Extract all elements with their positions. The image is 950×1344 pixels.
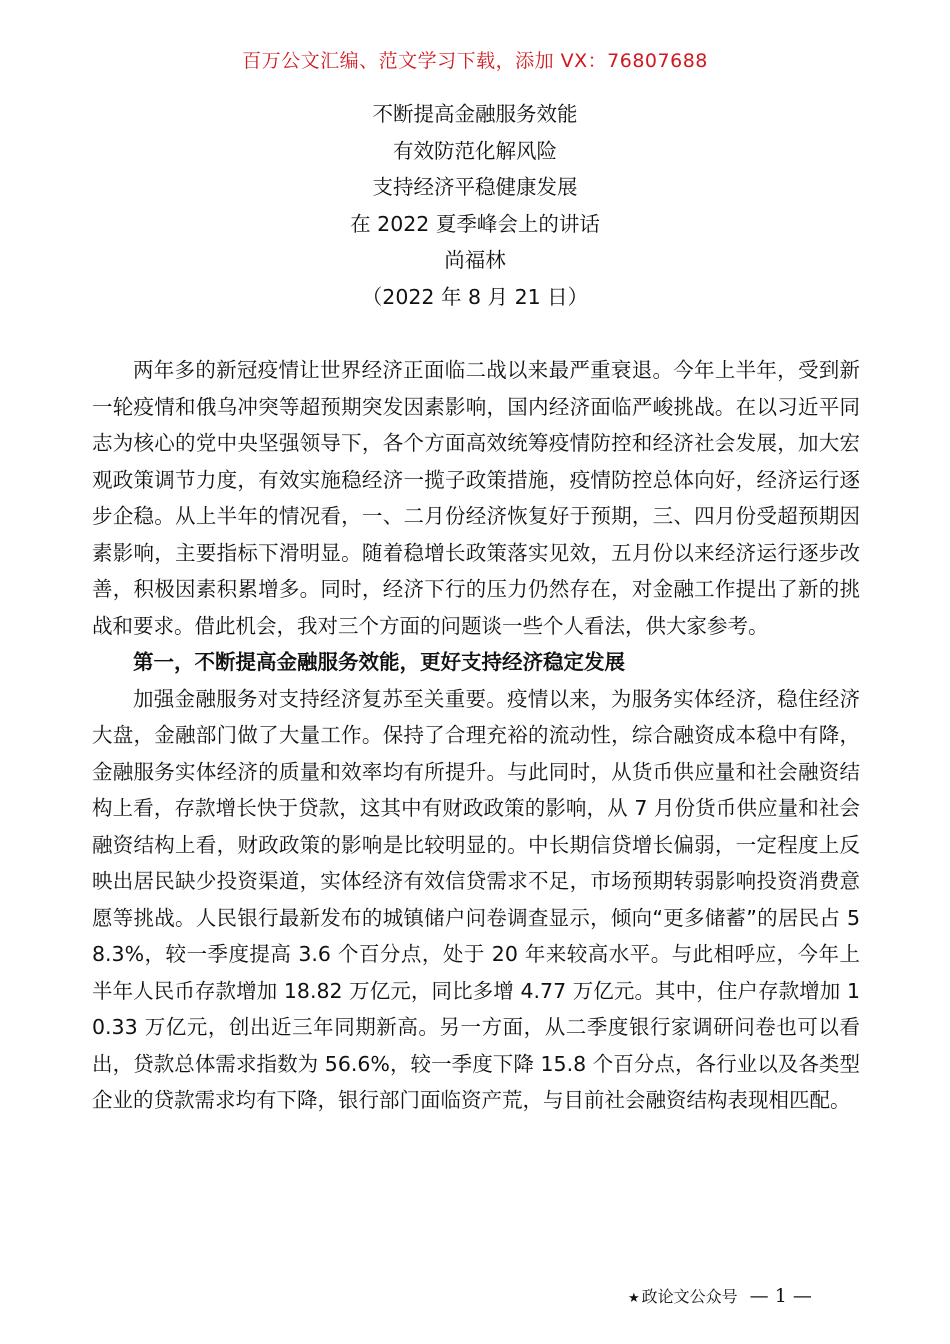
body-paragraph: 两年多的新冠疫情让世界经济正面临二战以来最严重衰退。今年上半年，受到新一轮疫情和俄乌冲突等超预期突发因素影响，国内经济面临严峻挑战。在以习近平同志为核心的党中央坚强领导下，各个方面高效统筹疫情防控和经济社会发展，加大宏观政策调节力度，有效实施稳经济一揽子政策措施，疫情防控总体向好，经济运行逐步企稳。从上半年的情况看，一、二月份经济恢复好于预期，三、四月份受超预期因素影响，主要指标下滑明显。随着稳增长政策落实见效，五月份以来经济运行逐步改善，积极因素积累增多。同时，经济下行的压力仍然存在，对金融工作提出了新的挑战和要求。借此机会，我对三个方面的问题谈一些个人看法，供大家参考。 [92,358,860,638]
page-number: — 1 — [749,1285,812,1307]
speech-title-line-1: 不断提高金融服务效能 [372,102,578,126]
speech-date: （2022 年 8 月 21 日） [361,284,589,309]
body-paragraph: 加强金融服务对支持经济复苏至关重要。疫情以来，为服务实体经济，稳住经济大盘，金融部门做了大量工作。保持了合理充裕的流动性，综合融资成本稳中有降，金融服务实体经济的质量和效率均有所提升。与此同时，从货币供应量和社会融资结构上看，存款增长快于贷款，这其中有财政政策的影响，从 7 月份货币供应量和社会融资结构上看，财政政策的影响是比较明显的。中长期信贷增长偏弱，一定程度上反映出居民缺少投资渠道，实体经济有效信贷需求不足，市场预期转弱影响投资消费意愿等挑战。人民银行最新发布的城镇储户问卷调查显示，倾向“更多储蓄”的居民占 58.3%，较一季度提高 3.6 个百分点，处于 20 年来较高水平。与此相呼应，今年上半年人民币存款增加 18.82 万亿元，同比多增 4.77 万亿元。其中，住户存款增加 10.33 万亿元，创出近三年同期新高。另一方面，从二季度银行家调研问卷也可以看出，贷款总体需求指数为 56.6%，较一季度下降 15.8 个百分点，各行业以及各类型企业的贷款需求均有下降，银行部门面临资产荒，与目前社会融资结构表现相匹配。 [92,686,860,1112]
star-icon: ★ [628,1291,640,1306]
speaker-name: 尚福林 [444,248,506,272]
speech-title-line-3: 支持经济平稳健康发展 [372,175,578,199]
speech-occasion: 在 2022 夏季峰会上的讲话 [350,211,600,236]
page-footer [628,1284,812,1307]
document-body [92,352,860,1119]
header-notice: 百万公文汇编、范文学习下载，添加 VX：76807688 [242,50,708,72]
footer-source-label: 政论文公众号 [641,1287,738,1306]
title-block [0,96,950,315]
speech-title-line-2: 有效防范化解风险 [393,138,557,163]
section-heading: 第一，不断提高金融服务效能，更好支持经济稳定发展 [133,650,625,674]
